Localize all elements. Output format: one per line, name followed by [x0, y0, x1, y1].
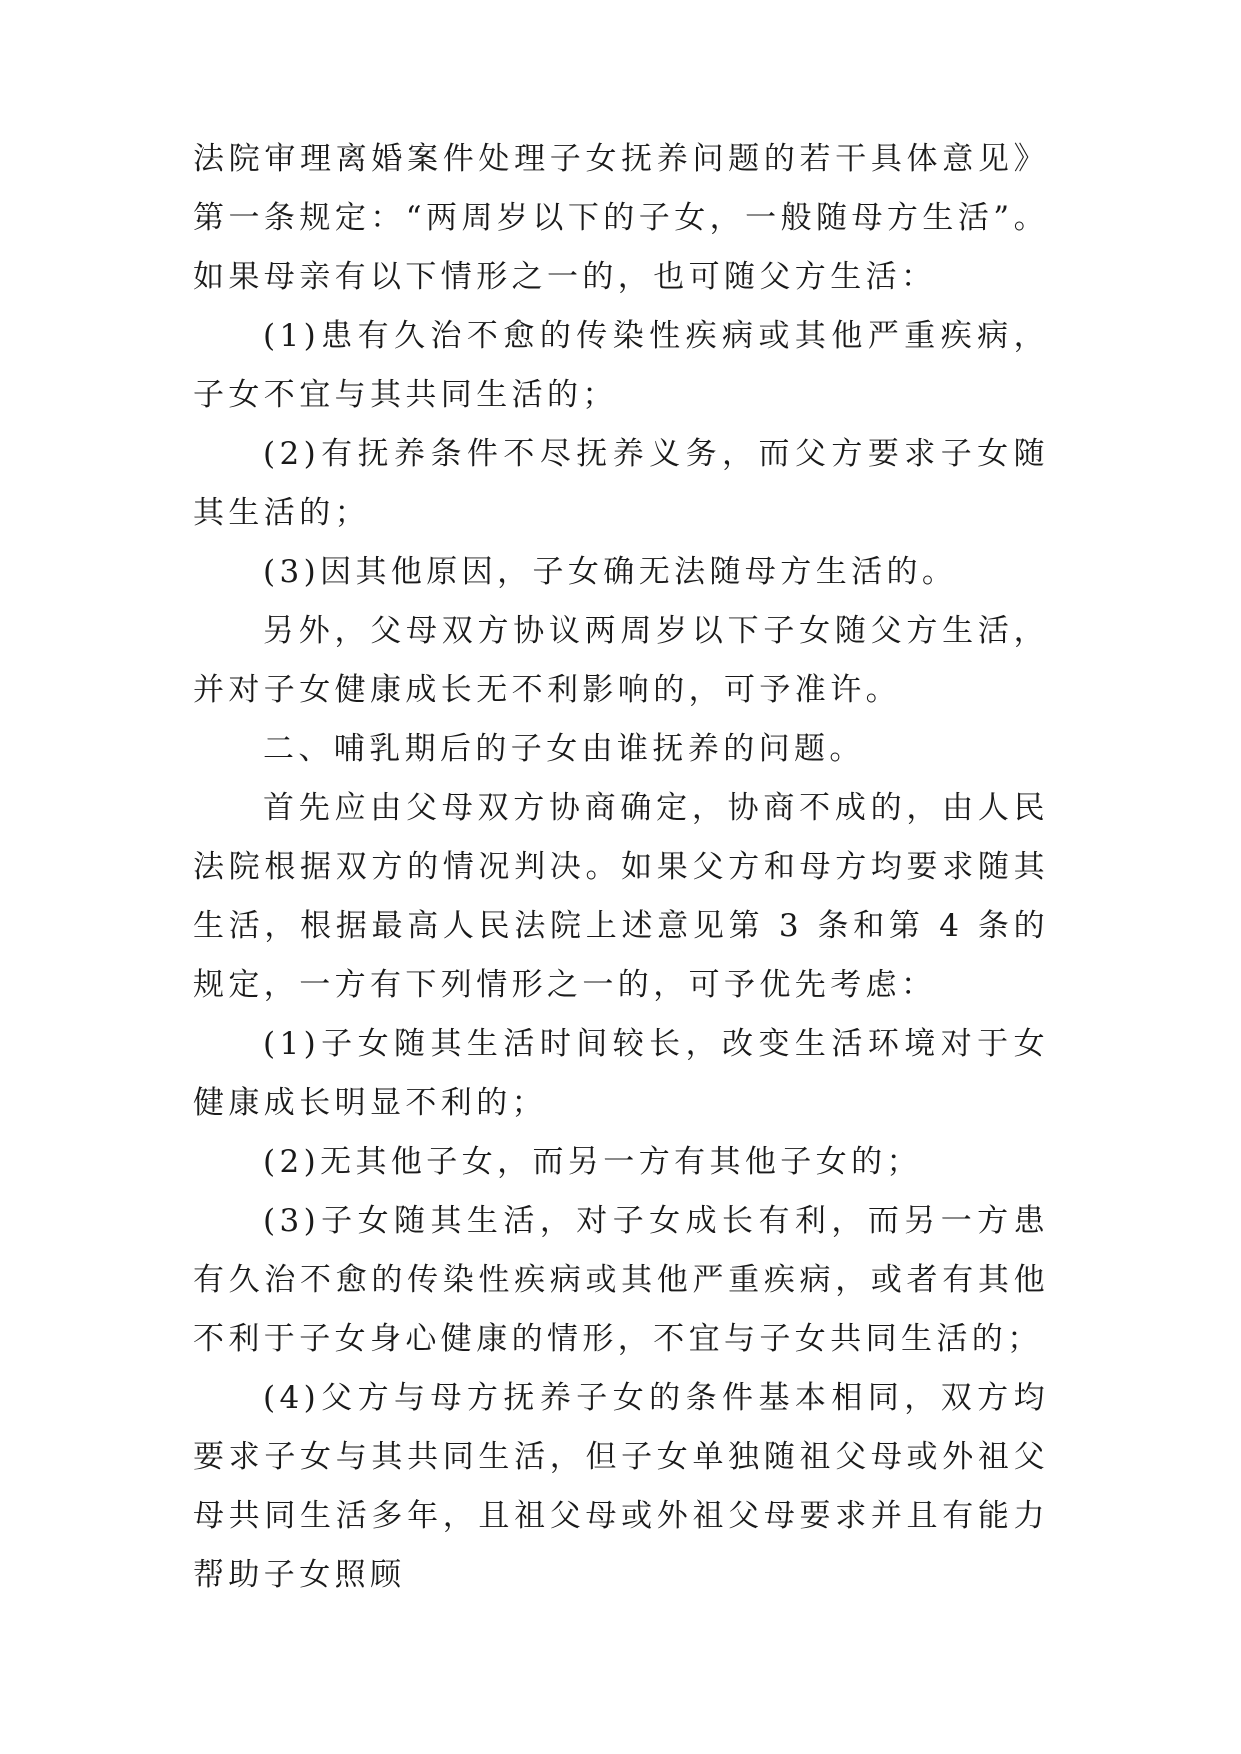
paragraph: 首先应由父母双方协商确定，协商不成的，由人民法院根据双方的情况判决。如果父方和母方均要求随其生活，根据最高人民法院上述意见第 3 条和第 4 条的规定，一方有下列情形之一的，可予优先考虑： — [193, 790, 1049, 1003]
paragraph: 二、哺乳期后的子女由谁抚养的问题。 — [263, 731, 865, 767]
paragraph: (3)因其他原因，子女确无法随母方生活的。 — [263, 554, 958, 590]
document-body — [193, 130, 1049, 1605]
paragraph: (4)父方与母方抚养子女的条件基本相同，双方均要求子女与其共同生活，但子女单独随祖父母或外祖父母共同生活多年，且祖父母或外祖父母要求并且有能力帮助子女照顾 — [193, 1380, 1049, 1593]
paragraph: (1)患有久治不愈的传染性疾病或其他严重疾病，子女不宜与其共同生活的； — [193, 318, 1049, 413]
paragraph: 法院审理离婚案件处理子女抚养问题的若干具体意见》第一条规定：“两周岁以下的子女，一般随母方生活”。如果母亲有以下情形之一的，也可随父方生活： — [193, 141, 1049, 295]
paragraph: (2)无其他子女，而另一方有其他子女的； — [263, 1144, 922, 1180]
paragraph: (3)子女随其生活，对子女成长有利，而另一方患有久治不愈的传染性疾病或其他严重疾病，或者有其他不利于子女身心健康的情形，不宜与子女共同生活的； — [193, 1203, 1049, 1357]
paragraph: 另外，父母双方协议两周岁以下子女随父方生活，并对子女健康成长无不利影响的，可予准许。 — [193, 613, 1049, 708]
paragraph: (1)子女随其生活时间较长，改变生活环境对于女健康成长明显不利的； — [193, 1026, 1049, 1121]
paragraph: (2)有抚养条件不尽抚养义务，而父方要求子女随其生活的； — [193, 436, 1049, 531]
